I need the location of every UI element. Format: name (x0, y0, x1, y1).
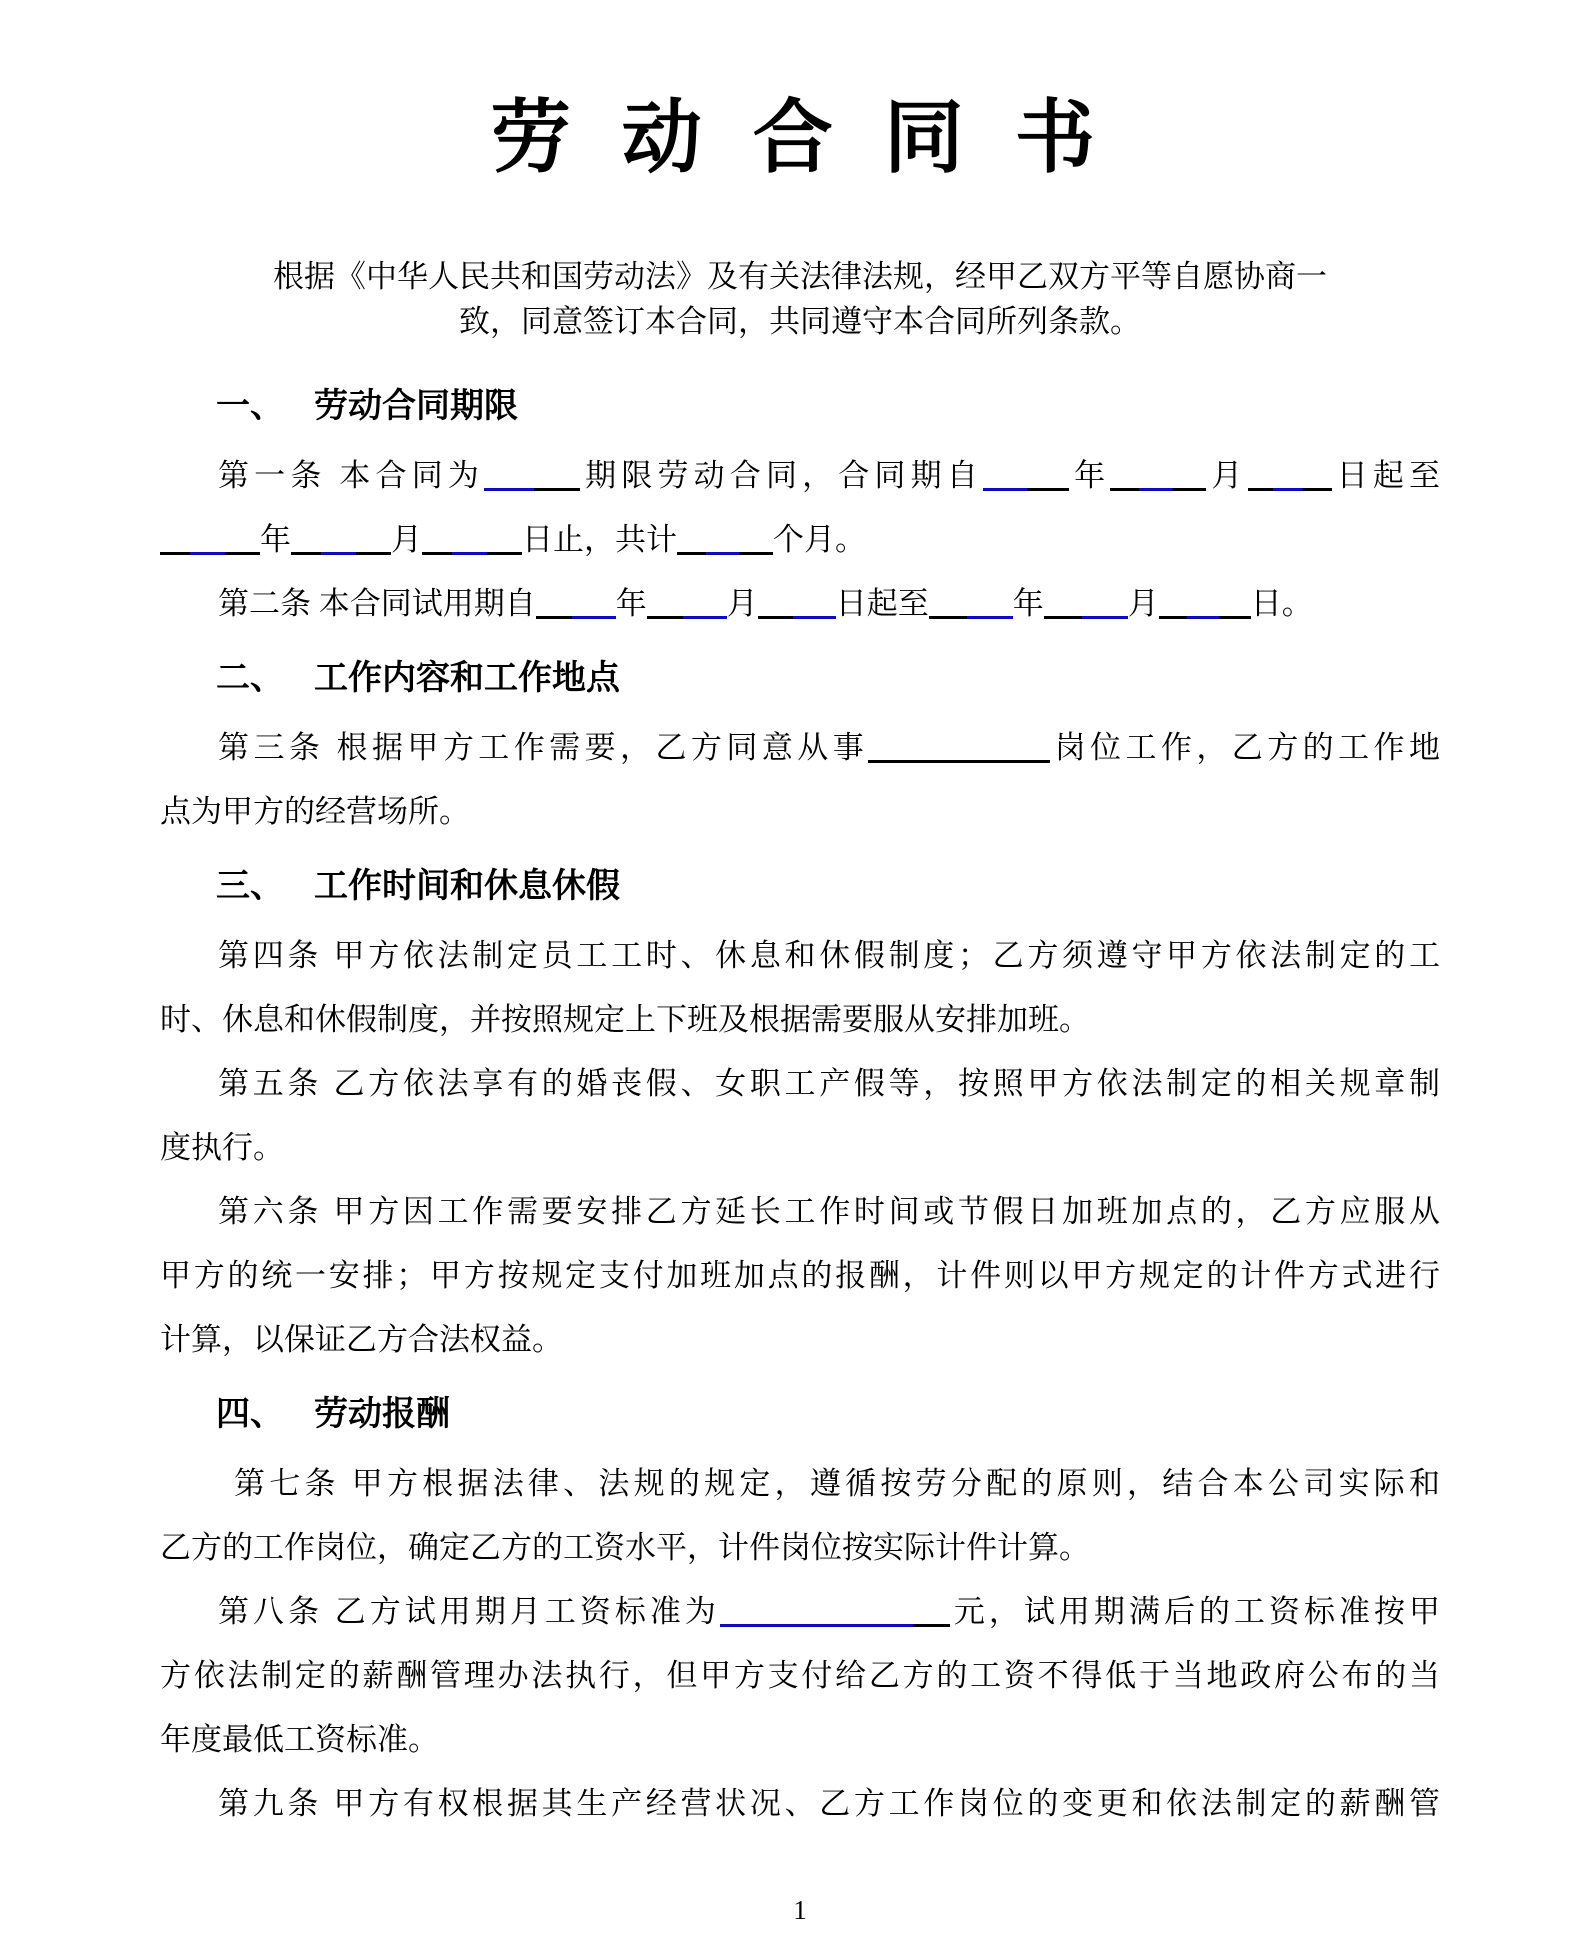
clause (160, 1772, 1440, 1836)
clause (160, 1580, 1440, 1772)
blank-field[interactable] (929, 589, 1013, 619)
clause-text: 月 (1206, 458, 1248, 493)
section-number: 三、 (216, 868, 284, 905)
clause-text: 第八条 乙方试用期月工资标准为 (218, 1594, 720, 1629)
clause-line (160, 1708, 1440, 1772)
blank-field[interactable] (291, 525, 391, 555)
clause (160, 444, 1440, 572)
clause-line (160, 572, 1440, 636)
section-title: 工作时间和休息休假 (314, 868, 620, 905)
clause-text: 计算，以保证乙方合法权益。 (160, 1322, 563, 1357)
clause-text: 第六条 甲方因工作需要安排乙方延长工作时间或节假日加班加点的，乙方应服从 (218, 1194, 1440, 1229)
clause (160, 924, 1440, 1052)
section-number: 四、 (216, 1396, 284, 1433)
clause-text: 乙方的工作岗位，确定乙方的工资水平，计件岗位按实际计件计算。 (160, 1530, 1090, 1565)
blank-field[interactable] (1159, 589, 1251, 619)
clause-line (160, 924, 1440, 988)
section-title: 劳动报酬 (314, 1396, 450, 1433)
clause-line (160, 1580, 1440, 1644)
clause-text: 第四条 甲方依法制定员工工时、休息和休假制度；乙方须遵守甲方依法制定的工 (218, 938, 1440, 973)
clause-line (160, 1244, 1440, 1308)
intro-line-2: 致，同意签订本合同，共同遵守本合同所列条款。 (459, 304, 1141, 339)
clause-text: 日止，共计 (522, 522, 677, 557)
clause-line (160, 1116, 1440, 1180)
blank-field[interactable] (868, 733, 1050, 763)
footer (160, 1894, 1440, 1926)
blank-field[interactable] (1248, 461, 1332, 491)
blank-field[interactable] (536, 589, 616, 619)
clause-text: 元，试用期满后的工资标准按甲 (949, 1594, 1441, 1629)
section-title: 工作内容和工作地点 (314, 660, 620, 697)
clause-text: 月 (726, 586, 758, 621)
section-title: 劳动合同期限 (314, 388, 518, 425)
clause-text: 第五条 乙方依法享有的婚丧假、女职工产假等，按照甲方依法制定的相关规章制 (218, 1066, 1440, 1101)
clause-text: 方依法制定的薪酬管理办法执行，但甲方支付给乙方的工资不得低于当地政府公布的当 (160, 1658, 1440, 1693)
clause-text: 年 (1068, 458, 1111, 493)
clause (160, 1452, 1440, 1580)
clause-text: 年 (1012, 586, 1044, 621)
clause-line (160, 988, 1440, 1052)
clause-text: 度执行。 (160, 1130, 284, 1165)
clause (160, 1180, 1440, 1372)
clause-text: 年度最低工资标准。 (160, 1722, 439, 1757)
clause-text: 第一条 本合同为 (218, 458, 485, 493)
clause-line (160, 444, 1440, 508)
clause-text: 点为甲方的经营场所。 (160, 794, 470, 829)
blank-field[interactable] (758, 589, 836, 619)
clause-line (160, 1308, 1440, 1372)
section-number: 一、 (216, 388, 284, 425)
clause (160, 572, 1440, 636)
clause-text: 日起至 (835, 586, 929, 621)
clause-text: 日。 (1250, 586, 1313, 621)
clause-line (160, 1516, 1440, 1580)
blank-field[interactable] (677, 525, 773, 555)
blank-field[interactable] (1044, 589, 1128, 619)
clause-text: 期限劳动合同，合同期自 (580, 458, 983, 493)
section-heading (160, 864, 1440, 910)
blank-field[interactable] (422, 525, 522, 555)
intro-line-1: 根据《中华人民共和国劳动法》及有关法律法规，经甲乙双方平等自愿协商一 (273, 259, 1327, 294)
clause (160, 1052, 1440, 1180)
document-body (160, 384, 1440, 1836)
blank-field[interactable] (720, 1597, 950, 1627)
clause-text: 时、休息和休假制度，并按照规定上下班及根据需要服从安排加班。 (160, 1002, 1090, 1037)
clause-text: 甲方的统一安排；甲方按规定支付加班加点的报酬，计件则以甲方规定的计件方式进行 (160, 1258, 1440, 1293)
blank-field[interactable] (484, 461, 580, 491)
clause-text: 个月。 (773, 522, 866, 557)
clause-text: 第二条 本合同试用期自 (218, 586, 536, 621)
clause-text: 月 (391, 522, 422, 557)
clause-line (160, 1452, 1440, 1516)
clause-text: 第九条 甲方有权根据其生产经营状况、乙方工作岗位的变更和依法制定的薪酬管 (218, 1786, 1440, 1821)
clause-line (160, 1644, 1440, 1708)
section-number: 二、 (216, 660, 284, 697)
clause-text: 第七条 甲方根据法律、法规的规定，遵循按劳分配的原则，结合本公司实际和 (234, 1466, 1440, 1501)
clause-line (160, 780, 1440, 844)
clause-text: 月 (1127, 586, 1159, 621)
clause-text: 第三条 根据甲方工作需要，乙方同意从事 (218, 730, 869, 765)
clause-text: 年 (615, 586, 647, 621)
clause-line (160, 1772, 1440, 1836)
clause-line (160, 508, 1440, 572)
section-heading (160, 384, 1440, 430)
intro-paragraph (160, 254, 1440, 344)
clause-text: 岗位工作，乙方的工作地 (1050, 730, 1440, 765)
clause-line (160, 716, 1440, 780)
clause-line (160, 1052, 1440, 1116)
blank-field[interactable] (647, 589, 727, 619)
clause-text: 日起至 (1331, 458, 1441, 493)
page-title: 劳 动 合 同 书 (490, 93, 1110, 182)
section-heading (160, 656, 1440, 702)
page-number: 1 (793, 1895, 807, 1925)
clause-line (160, 1180, 1440, 1244)
blank-field[interactable] (160, 525, 260, 555)
blank-field[interactable] (1110, 461, 1206, 491)
clause-text: 年 (260, 522, 291, 557)
blank-field[interactable] (983, 461, 1069, 491)
clause (160, 716, 1440, 844)
section-heading (160, 1392, 1440, 1438)
